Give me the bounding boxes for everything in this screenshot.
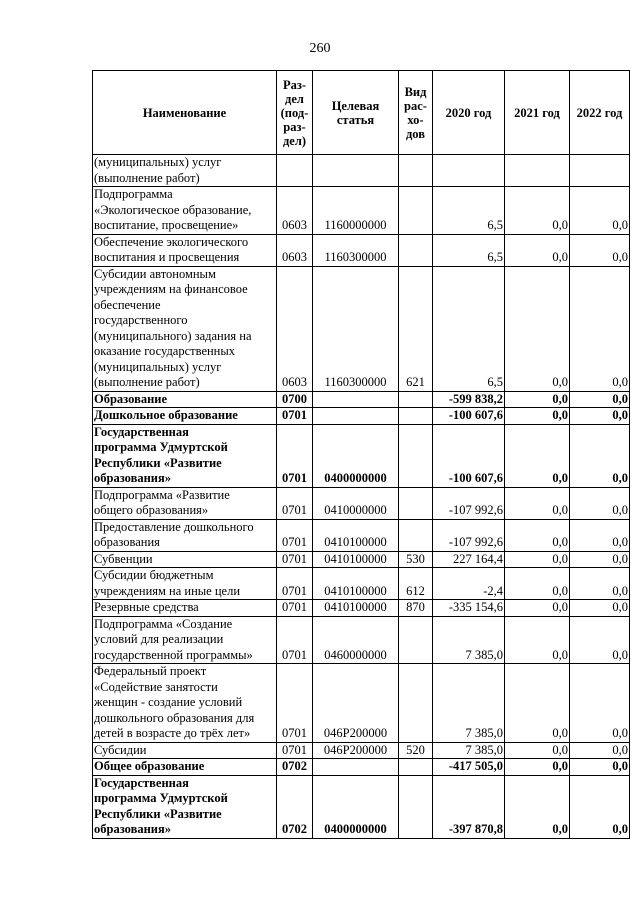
- cell-2022: [570, 155, 630, 187]
- cell-target: [313, 155, 399, 187]
- cell-name: Подпрограмма «Экологическое образование, воспитание, просвещение»: [93, 187, 277, 235]
- table-row: [93, 600, 630, 617]
- cell-target: 0410100000: [313, 551, 399, 568]
- cell-section: 0701: [277, 600, 313, 617]
- cell-2022: 0,0: [570, 664, 630, 743]
- cell-section: 0700: [277, 391, 313, 408]
- cell-name: Федеральный проект «Содействие занятости женщин - создание условий дошкольного образования для детей в возрасте до трёх лет»: [93, 664, 277, 743]
- cell-section: 0701: [277, 408, 313, 425]
- cell-2022: 0,0: [570, 234, 630, 266]
- cell-2022: 0,0: [570, 187, 630, 235]
- cell-name: Обеспечение экологического воспитания и просвещения: [93, 234, 277, 266]
- cell-expense-type: [399, 487, 433, 519]
- cell-target: 0400000000: [313, 424, 399, 487]
- header-2020: 2020 год: [433, 71, 505, 155]
- cell-expense-type: [399, 616, 433, 664]
- cell-2022: 0,0: [570, 424, 630, 487]
- cell-2021: 0,0: [505, 391, 570, 408]
- cell-2020: -397 870,8: [433, 775, 505, 838]
- cell-2022: 0,0: [570, 742, 630, 759]
- cell-section: 0701: [277, 487, 313, 519]
- budget-table: [92, 70, 630, 839]
- cell-name: Образование: [93, 391, 277, 408]
- cell-section: 0701: [277, 742, 313, 759]
- cell-name: Государственная программа Удмуртской Республики «Развитие образования»: [93, 424, 277, 487]
- cell-target: 0410100000: [313, 600, 399, 617]
- cell-2021: 0,0: [505, 600, 570, 617]
- cell-2020: 6,5: [433, 234, 505, 266]
- cell-name: Общее образование: [93, 759, 277, 776]
- cell-expense-type: [399, 234, 433, 266]
- table-row: [93, 616, 630, 664]
- header-2022: 2022 год: [570, 71, 630, 155]
- cell-target: 046P200000: [313, 664, 399, 743]
- cell-section: 0701: [277, 664, 313, 743]
- cell-expense-type: 621: [399, 266, 433, 391]
- cell-2022: 0,0: [570, 616, 630, 664]
- cell-expense-type: [399, 775, 433, 838]
- cell-2021: 0,0: [505, 775, 570, 838]
- cell-2021: 0,0: [505, 759, 570, 776]
- cell-name: Субвенции: [93, 551, 277, 568]
- cell-expense-type: [399, 391, 433, 408]
- cell-target: [313, 759, 399, 776]
- cell-2020: -107 992,6: [433, 519, 505, 551]
- cell-section: [277, 155, 313, 187]
- cell-name: Дошкольное образование: [93, 408, 277, 425]
- cell-2021: 0,0: [505, 187, 570, 235]
- header-name: Наименование: [93, 71, 277, 155]
- cell-2020: 6,5: [433, 266, 505, 391]
- cell-2020: [433, 155, 505, 187]
- cell-target: 0410000000: [313, 487, 399, 519]
- cell-section: 0701: [277, 568, 313, 600]
- cell-name: Подпрограмма «Создание условий для реализации государственной программы»: [93, 616, 277, 664]
- cell-expense-type: [399, 155, 433, 187]
- table-row: [93, 664, 630, 743]
- cell-2021: 0,0: [505, 266, 570, 391]
- cell-2022: 0,0: [570, 266, 630, 391]
- cell-2021: 0,0: [505, 424, 570, 487]
- cell-section: 0603: [277, 266, 313, 391]
- cell-2020: -2,4: [433, 568, 505, 600]
- cell-2021: 0,0: [505, 234, 570, 266]
- table-row: [93, 759, 630, 776]
- header-2021: 2021 год: [505, 71, 570, 155]
- cell-expense-type: [399, 519, 433, 551]
- cell-2020: -100 607,6: [433, 424, 505, 487]
- table-row: [93, 391, 630, 408]
- cell-2021: 0,0: [505, 408, 570, 425]
- cell-target: 1160000000: [313, 187, 399, 235]
- cell-section: 0701: [277, 551, 313, 568]
- cell-2022: 0,0: [570, 568, 630, 600]
- cell-2020: -599 838,2: [433, 391, 505, 408]
- cell-name: Резервные средства: [93, 600, 277, 617]
- cell-section: 0702: [277, 775, 313, 838]
- cell-2021: 0,0: [505, 551, 570, 568]
- cell-2022: 0,0: [570, 487, 630, 519]
- header-section: Раз- дел (под- раз- дел): [277, 71, 313, 155]
- cell-target: 1160300000: [313, 234, 399, 266]
- cell-expense-type: [399, 424, 433, 487]
- cell-expense-type: [399, 664, 433, 743]
- table-row: [93, 234, 630, 266]
- cell-section: 0701: [277, 519, 313, 551]
- cell-section: 0701: [277, 424, 313, 487]
- header-row: [93, 71, 630, 155]
- cell-target: [313, 408, 399, 425]
- cell-target: 046P200000: [313, 742, 399, 759]
- cell-expense-type: 520: [399, 742, 433, 759]
- header-target: Целевая статья: [313, 71, 399, 155]
- cell-name: Предоставление дошкольного образования: [93, 519, 277, 551]
- cell-expense-type: 870: [399, 600, 433, 617]
- table-row: [93, 155, 630, 187]
- cell-2021: 0,0: [505, 568, 570, 600]
- table-row: [93, 487, 630, 519]
- cell-target: 0400000000: [313, 775, 399, 838]
- cell-2022: 0,0: [570, 519, 630, 551]
- cell-target: 0460000000: [313, 616, 399, 664]
- cell-2020: 7 385,0: [433, 616, 505, 664]
- cell-section: 0603: [277, 234, 313, 266]
- cell-expense-type: 530: [399, 551, 433, 568]
- table-row: [93, 187, 630, 235]
- cell-2020: 7 385,0: [433, 742, 505, 759]
- cell-2020: 227 164,4: [433, 551, 505, 568]
- page-number: 260: [309, 41, 331, 56]
- table-row: [93, 775, 630, 838]
- table-row: [93, 519, 630, 551]
- cell-expense-type: 612: [399, 568, 433, 600]
- table-row: [93, 266, 630, 391]
- cell-2020: 7 385,0: [433, 664, 505, 743]
- cell-section: 0701: [277, 616, 313, 664]
- cell-section: 0603: [277, 187, 313, 235]
- cell-2022: 0,0: [570, 600, 630, 617]
- cell-expense-type: [399, 408, 433, 425]
- cell-2021: 0,0: [505, 616, 570, 664]
- cell-2020: 6,5: [433, 187, 505, 235]
- cell-2022: 0,0: [570, 391, 630, 408]
- cell-2020: -107 992,6: [433, 487, 505, 519]
- cell-target: 0410100000: [313, 568, 399, 600]
- header-expense-type: Вид рас- хо- дов: [399, 71, 433, 155]
- table-row: [93, 551, 630, 568]
- cell-name: Подпрограмма «Развитие общего образования»: [93, 487, 277, 519]
- cell-2021: 0,0: [505, 742, 570, 759]
- cell-2022: 0,0: [570, 759, 630, 776]
- cell-2021: [505, 155, 570, 187]
- cell-target: 0410100000: [313, 519, 399, 551]
- table-row: [93, 742, 630, 759]
- cell-2022: 0,0: [570, 775, 630, 838]
- cell-2022: 0,0: [570, 408, 630, 425]
- cell-target: 1160300000: [313, 266, 399, 391]
- cell-name: Государственная программа Удмуртской Республики «Развитие образования»: [93, 775, 277, 838]
- cell-section: 0702: [277, 759, 313, 776]
- table-row: [93, 568, 630, 600]
- table-row: [93, 424, 630, 487]
- cell-target: [313, 391, 399, 408]
- cell-2021: 0,0: [505, 519, 570, 551]
- cell-2021: 0,0: [505, 664, 570, 743]
- cell-2021: 0,0: [505, 487, 570, 519]
- cell-expense-type: [399, 187, 433, 235]
- table-body: [93, 155, 630, 839]
- cell-name: (муниципальных) услуг (выполнение работ): [93, 155, 277, 187]
- cell-name: Субсидии автономным учреждениям на финансовое обеспечение государственного (муниципального) задания на оказание государственных (муниципальных) услуг (выполнение работ): [93, 266, 277, 391]
- cell-name: Субсидии: [93, 742, 277, 759]
- cell-2020: -335 154,6: [433, 600, 505, 617]
- cell-2020: -100 607,6: [433, 408, 505, 425]
- cell-name: Субсидии бюджетным учреждениям на иные цели: [93, 568, 277, 600]
- cell-2020: -417 505,0: [433, 759, 505, 776]
- cell-expense-type: [399, 759, 433, 776]
- cell-2022: 0,0: [570, 551, 630, 568]
- table-row: [93, 408, 630, 425]
